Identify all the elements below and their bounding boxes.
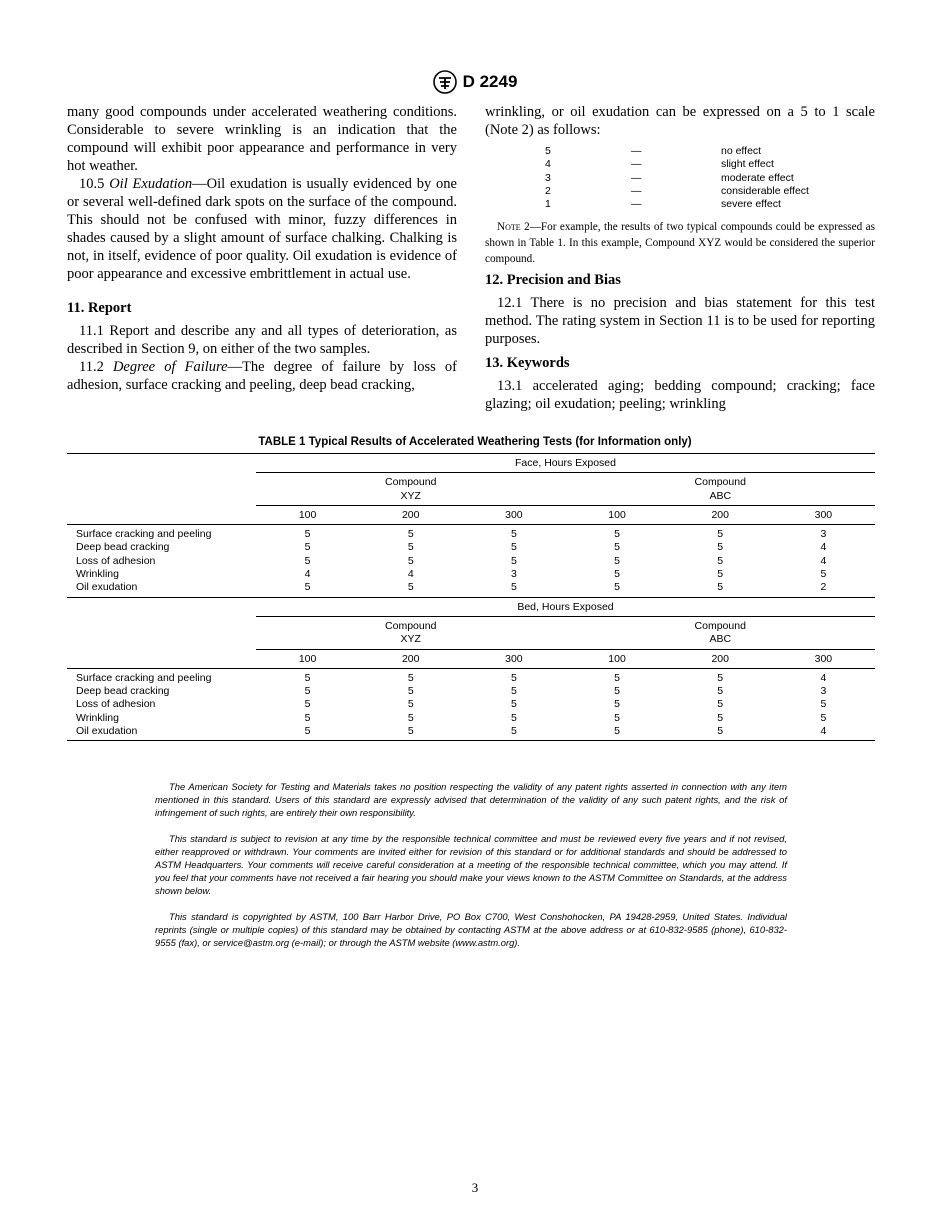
section-12-1: 12.1 There is no precision and bias statement for this test method. The rating system in Section 11 is to be used for reporting purposes. [485,295,875,348]
table-cell: 5 [717,554,724,567]
table-cell: 2 [820,581,827,594]
scale-dash: — [631,158,642,171]
paragraph: many good compounds under accelerated weathering conditions. Considerable to severe wrinkling is an indication that the compound will exhibit poor appearance and performance in very hot weather. [67,104,457,174]
table-cell: 5 [717,711,724,724]
hours-header-row [67,505,875,524]
scale-description: no effect [721,145,762,157]
section-title: Face, Hours Exposed [256,454,875,473]
table-row [67,541,875,554]
table-stub [67,473,256,506]
table-rule [67,741,875,742]
section-heading-precision: 12. Precision and Bias [485,272,621,289]
table-cell: 4 [820,541,827,554]
section-title: Bed, Hours Exposed [256,597,875,616]
hours-header: 300 [462,505,565,524]
table-cell: 5 [510,698,517,711]
table-cell: 4 [820,725,827,738]
section-11-1: 11.1 Report and describe any and all types of deterioration, as described in Section 9, on either of the two samples. [67,323,457,357]
scale-row [485,198,875,211]
compound-label: Compound [694,619,746,632]
table-cell: 5 [614,711,620,724]
table-row [67,698,875,711]
table-cell: 4 [820,554,827,567]
scale-description: slight effect [721,158,774,171]
section-heading-keywords: 13. Keywords [485,355,570,372]
section-13-1: 13.1 accelerated aging; bedding compound; cracking; face glazing; oil exudation; peeling; wrinkling [485,378,875,413]
footer-revision: This standard is subject to revision at any time by the responsible technical committee and must be reviewed every five years and if not revised, either reapproved or withdrawn. Your comments are invited either for revision of this standard or for additional standards and should be addressed to ASTM Headquarters. Your comments will receive careful consideration at a meeting of the responsible technical committee, which you may attend. If you feel that your comments have not received a fair hearing you should make your views known to the ASTM Committee on Standards, at the address shown below. [155,832,787,897]
scale-row [485,172,875,185]
table-cell: 5 [510,725,517,738]
scale-dash: — [631,171,642,184]
compound-name: ABC [709,633,732,646]
table-cell: 5 [407,685,414,698]
table-stub [67,597,256,616]
hours-header: 300 [772,649,875,668]
table-cell: 5 [717,528,724,541]
page-number: 3 [471,1180,479,1195]
table-cell: 5 [510,541,517,554]
table-row [67,712,875,725]
table-cell: 5 [304,711,311,724]
section-heading-report: 11. Report [67,300,132,316]
scale-description: moderate effect [721,171,794,184]
row-label: Deep bead cracking [76,685,170,698]
row-label: Oil exudation [76,725,138,738]
hours-header: 100 [565,505,668,524]
table-cell: 5 [717,671,724,684]
scale-value: 5 [545,145,551,157]
table-cell: 5 [614,671,620,684]
section-10-5: 10.5 Oil Exudation—Oil exudation is usually evidenced by one or several well-defined dark spots on the surface of the compound. This should not be confused with minor, fuzzy differences in shades caused by a slight amount of surface chalking. Chalking is not, in itself, evidence of poor quality. Oil exudation is evidence of poor appearance and excessive embrittlement in actual use. [67,176,457,282]
paragraph: wrinkling, or oil exudation can be expressed on a 5 to 1 scale (Note 2) as follows: [485,104,875,138]
table-cell: 5 [304,554,311,567]
footer-copyright: This standard is copyrighted by ASTM, 100 Barr Harbor Drive, PO Box C700, West Conshohocken, PA 19428-2959, United States. Individual reprints (single or multiple copies) of this standard may be obtained by contacting ASTM at the above address or at 610-832-9585 (phone), 610-832-9555 (fax), or service@astm.org (e-mail); or through the ASTM website (www.astm.org). [155,910,787,949]
table-cell: 5 [407,581,414,594]
table-cell: 5 [304,725,311,738]
table-row [67,581,875,597]
table-cell: 5 [510,685,517,698]
table-cell: 5 [510,528,517,541]
scale-value: 3 [545,171,551,184]
scale-dash: — [631,184,642,197]
compound-name: XYZ [400,633,421,646]
compound-label: Compound [385,476,437,489]
compound-label: Compound [385,619,437,632]
hours-header: 200 [669,505,772,524]
section-title: Degree of Failure [112,359,228,375]
hours-header: 100 [256,649,359,668]
table-stub [67,505,256,524]
scale-row [485,145,875,158]
table-cell: 5 [510,554,517,567]
table-cell: 5 [510,581,517,594]
table-cell: 5 [304,685,311,698]
scale-value: 4 [545,158,551,171]
compound-name: ABC [709,489,732,502]
table-cell: 5 [614,698,620,711]
table-cell: 5 [614,685,620,698]
note-2: Note 2—For example, the results of two typical compounds could be expressed as shown in Table 1. In this example, Compound XYZ would be considered the superior compound. [485,221,875,266]
table-row [67,685,875,698]
table-cell: 3 [820,528,827,541]
table-row [67,555,875,568]
table-cell: 5 [510,711,517,724]
table-section-header [67,454,875,473]
table-cell: 5 [717,581,724,594]
table-stub [67,649,256,668]
table-stub [67,616,256,649]
table-cell: 5 [304,698,311,711]
table-cell: 5 [407,528,414,541]
hours-header: 200 [359,649,462,668]
table-row [67,668,875,685]
table-cell: 5 [820,711,827,724]
table-cell: 5 [614,528,620,541]
table-bottom-rule [67,741,875,742]
table-cell: 5 [614,554,620,567]
table-cell: 5 [407,725,414,738]
table-cell: 5 [717,568,724,581]
table-cell: 5 [407,698,414,711]
table-cell: 5 [820,568,827,581]
table-cell: 5 [510,671,517,684]
scale-dash: — [631,198,642,211]
table-cell: 4 [407,568,414,581]
left-column [67,103,457,394]
table-cell: 4 [304,568,311,581]
row-label: Wrinkling [76,568,119,581]
table-caption: TABLE 1 Typical Results of Accelerated Weathering Tests (for Information only) [258,436,692,448]
table-cell: 5 [717,541,724,554]
compound-xyz-header [256,473,565,506]
compound-abc-header [565,473,875,506]
table-cell: 5 [717,685,724,698]
compound-xyz-header [256,616,565,649]
results-table [67,453,875,741]
scale-description: considerable effect [721,184,809,197]
row-label: Wrinkling [76,711,119,724]
hours-header: 300 [462,649,565,668]
scale-row [485,185,875,198]
hours-header: 300 [772,505,875,524]
table-cell: 5 [614,541,620,554]
table-cell: 5 [820,698,827,711]
table-cell: 3 [820,685,827,698]
table-cell: 5 [717,725,724,738]
compound-label: Compound [694,476,746,489]
table-cell: 5 [304,541,311,554]
table-cell: 5 [614,568,620,581]
table-cell: 5 [614,725,620,738]
table-cell: 5 [407,711,414,724]
compound-name: XYZ [400,489,421,502]
hours-header: 200 [669,649,772,668]
row-label: Deep bead cracking [76,541,170,554]
table-stub [67,454,256,473]
hours-header-row [67,649,875,668]
table-row [67,525,875,542]
table-row [67,568,875,581]
row-label: Loss of adhesion [76,698,156,711]
right-column [485,103,875,413]
row-label: Loss of adhesion [76,554,156,567]
table-cell: 5 [614,581,620,594]
table-row [67,725,875,741]
table-cell: 5 [304,528,311,541]
table-cell: 3 [510,568,517,581]
table-cell: 5 [304,581,311,594]
compound-header-row [67,616,875,649]
table-section-header [67,597,875,616]
scale-description: severe effect [721,198,781,211]
scale-row [485,158,875,171]
compound-header-row [67,473,875,506]
footer-notice [155,780,787,961]
hours-header: 100 [565,649,668,668]
compound-abc-header [565,616,875,649]
hours-header: 100 [256,505,359,524]
table-cell: 4 [820,671,827,684]
footer-patent: The American Society for Testing and Materials takes no position respecting the validity of any patent rights asserted in connection with any item mentioned in this standard. Users of this standard are expressly advised that determination of the validity of any such patent rights, and the risk of infringement of such rights, are entirely their own responsibility. [155,781,787,819]
page-header [0,70,950,94]
scale-value: 2 [545,184,551,197]
row-label: Surface cracking and peeling [76,528,212,541]
table-cell: 5 [407,671,414,684]
scale-dash: — [631,145,642,157]
scale-value: 1 [545,198,551,211]
rating-scale [485,145,875,211]
table-cell: 5 [304,671,311,684]
astm-logo-icon [433,70,457,94]
table-cell: 5 [407,541,414,554]
section-11-2: 11.2 Degree of Failure—The degree of failure by loss of adhesion, surface cracking and peeling, deep bead cracking, [67,359,457,393]
hours-header: 200 [359,505,462,524]
row-label: Oil exudation [76,581,138,594]
table-cell: 5 [717,698,724,711]
section-title: Oil Exudation [109,176,193,192]
standard-designation: D 2249 [462,72,518,91]
row-label: Surface cracking and peeling [76,671,212,684]
table-cell: 5 [407,554,414,567]
